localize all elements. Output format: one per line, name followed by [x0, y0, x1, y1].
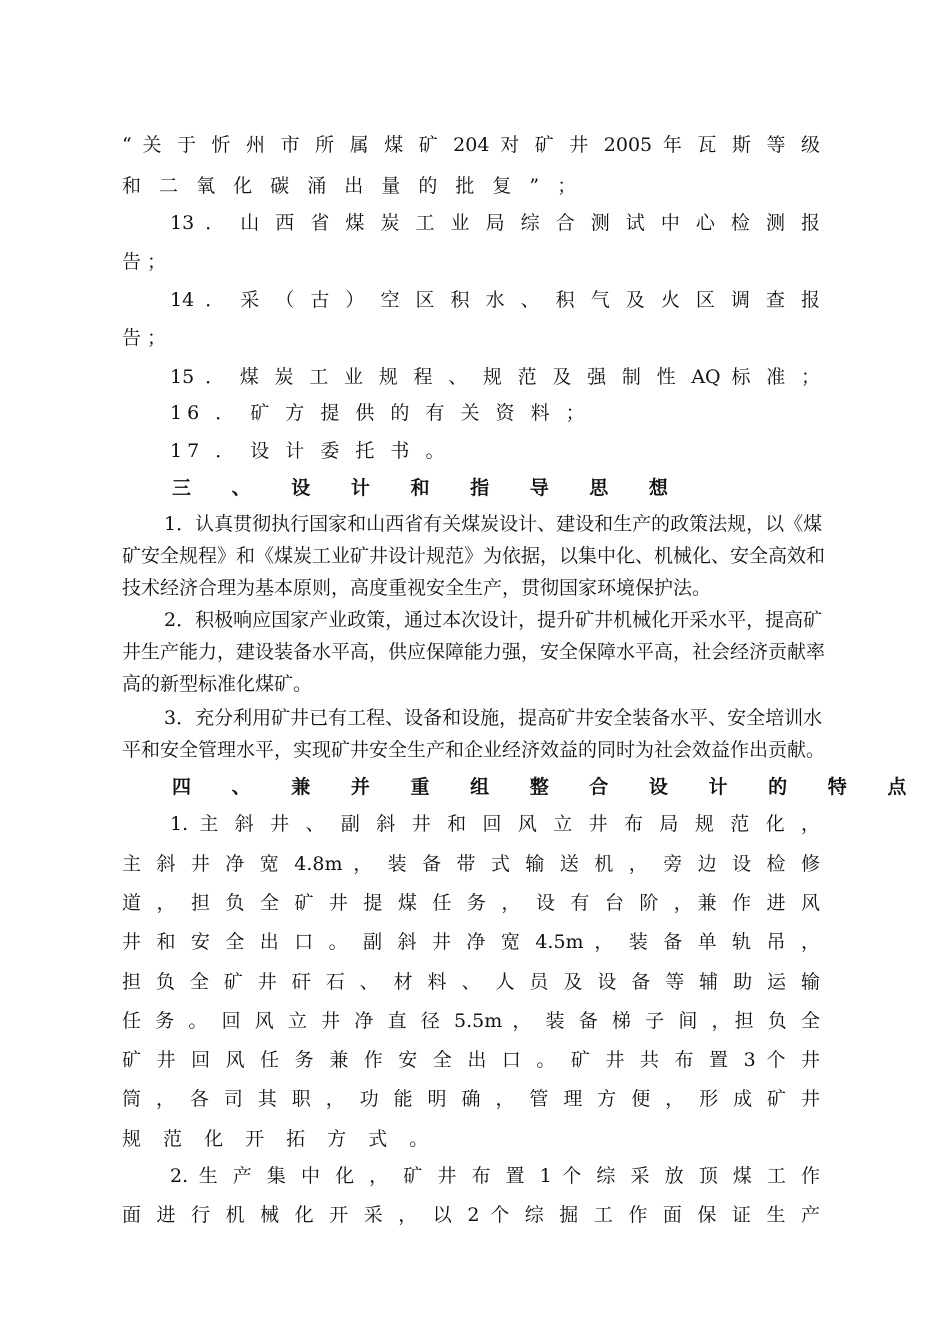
text-line: 1. 主 斜 井 、 副 斜 井 和 回 风 立 井 布 局 规 范 化 ，	[170, 813, 820, 835]
text-line: 主 斜 井 净 宽 4.8m ， 装 备 带 式 输 送 机 ， 旁 边 设 检 修	[122, 853, 820, 875]
text-line: 任 务 。 回 风 立 井 净 直 径 5.5m ， 装 备 梯 子 间 ，担 负 全	[122, 1010, 820, 1032]
text-line: 16 ． 矿 方 提 供 的 有 关 资 料 ；	[170, 402, 590, 424]
section-heading: 三 、 设 计 和 指 导 思 想	[172, 477, 685, 499]
text-line: 筒 ， 各 司 其 职 ， 功 能 明 确 ， 管 理 方 便 ， 形 成 矿 井	[122, 1088, 820, 1110]
text-line: 1．认真贯彻执行国家和山西省有关煤炭设计、建设和生产的政策法规，以《煤	[164, 513, 823, 535]
text-line: 高的新型标准化煤矿。	[122, 673, 313, 695]
text-line: 井生产能力，建设装备水平高，供应保障能力强，安全保障水平高，社会经济贡献率	[122, 641, 826, 663]
text-line: 2. 生 产 集 中 化 ， 矿 井 布 置 1 个 综 采 放 顶 煤 工 作	[170, 1165, 820, 1187]
text-line: “ 关 于 忻 州 市 所 属 煤 矿 204 对 矿 井 2005 年 瓦 斯 等 级	[122, 134, 820, 156]
text-line: 矿 井 回 风 任 务 兼 作 安 全 出 口 。 矿 井 共 布 置 3 个 井	[122, 1049, 820, 1071]
text-line: 道 ， 担 负 全 矿 井 提 煤 任 务 ， 设 有 台 阶 ，兼 作 进 风	[122, 892, 820, 914]
text-line: 井 和 安 全 出 口 。 副 斜 井 净 宽 4.5m ， 装 备 单 轨 吊 ，	[122, 931, 820, 953]
text-line: 平和安全管理水平，实现矿井安全生产和企业经济效益的同时为社会效益作出贡献。	[122, 739, 826, 761]
text-line: 3．充分利用矿井已有工程、设备和设施，提高矿井安全装备水平、安全培训水	[164, 707, 823, 729]
text-line: 技术经济合理为基本原则，高度重视安全生产，贯彻国家环境保护法。	[122, 577, 712, 599]
text-line: 告 ；	[122, 327, 167, 349]
text-line: 2．积极响应国家产业政策，通过本次设计，提升矿井机械化开采水平，提高矿	[164, 609, 823, 631]
text-line: 矿安全规程》和《煤炭工业矿井设计规范》为依据，以集中化、机械化、安全高效和	[122, 545, 826, 567]
text-line: 14 ． 采 （ 古 ） 空 区 积 水 、 积 气 及 火 区 调 查 报	[170, 289, 820, 311]
text-line: 面 进 行 机 械 化 开 采 ， 以 2 个 综 掘 工 作 面 保 证 生 产	[122, 1204, 820, 1226]
section-heading: 四 、 兼 并 重 组 整 合 设 计 的 特 点	[172, 776, 924, 798]
text-line: 告 ；	[122, 251, 167, 273]
text-line: 15 ． 煤 炭 工 业 规 程 、 规 范 及 强 制 性 AQ 标 准 ；	[170, 366, 820, 388]
text-line: 担 负 全 矿 井 矸 石 、 材 料 、 人 员 及 设 备 等 辅 助 运 输	[122, 971, 820, 993]
text-line: 和 二 氧 化 碳 涌 出 量 的 批 复 ” ；	[122, 175, 583, 197]
text-line: 17 ． 设 计 委 托 书 。	[170, 440, 450, 462]
text-line: 13 ． 山 西 省 煤 炭 工 业 局 综 合 测 试 中 心 检 测 报	[170, 212, 820, 234]
text-line: 规 范 化 开 拓 方 式 。	[122, 1128, 437, 1150]
